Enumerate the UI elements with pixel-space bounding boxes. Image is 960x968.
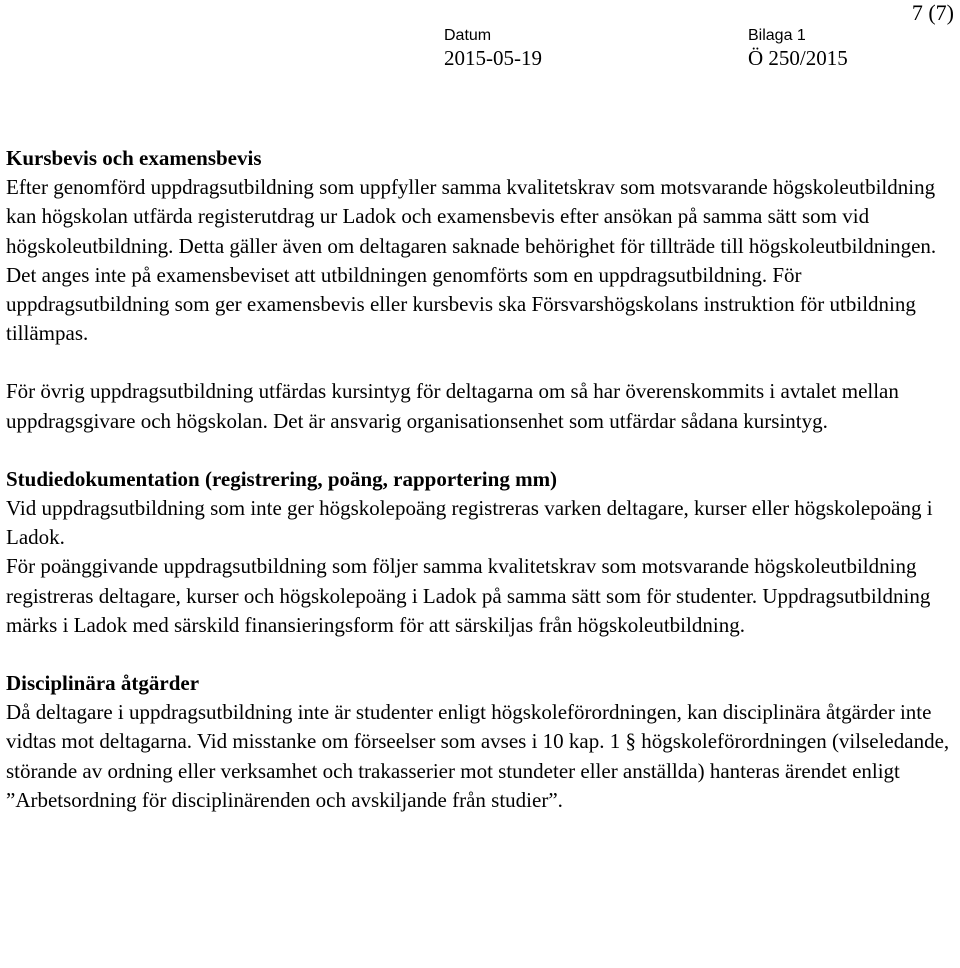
section-disciplinara — [6, 669, 954, 815]
section-studiedokumentation — [6, 465, 954, 640]
paragraph: För poänggivande uppdragsutbildning som följer samma kvalitetskrav som motsvarande högskoleutbildning registreras deltagare, kurser och högskolepoäng i Ladok på samma sätt som för studenter. Uppdragsutbildning märks i Ladok med särskild finansieringsform för att särskiljas från högskoleutbildning. — [6, 554, 931, 637]
header-date — [444, 26, 542, 70]
document-body — [6, 144, 954, 815]
section-kursbevis — [6, 144, 954, 436]
date-value: 2015-05-19 — [444, 46, 542, 70]
paragraph: För övrig uppdragsutbildning utfärdas kursintyg för deltagarna om så har överenskommits i avtalet mellan uppdragsgivare och högskolan. Det är ansvarig organisationsenhet som utfärdar sådana kursintyg. — [6, 379, 899, 433]
section-heading: Disciplinära åtgärder — [6, 671, 200, 696]
page-number: 7 (7) — [911, 0, 954, 25]
paragraph: Vid uppdragsutbildning som inte ger högskolepoäng registreras varken deltagare, kurser eller högskolepoäng i Ladok. — [6, 496, 933, 550]
date-label: Datum — [444, 27, 492, 44]
spacer — [6, 436, 954, 465]
spacer — [6, 348, 954, 377]
reference-value: Ö 250/2015 — [748, 46, 848, 70]
spacer — [6, 640, 954, 669]
paragraph: Då deltagare i uppdragsutbildning inte är studenter enligt högskoleförordningen, kan disciplinära åtgärder inte vidtas mot deltagarna. Vid misstanke om förseelser som avses i 10 kap. 1 § högskoleförordningen (vilseledande, störande av ordning eller verksamhet och trakasserier mot stundeter eller anställda) hanteras ärendet enligt ”Arbetsordning för disciplinärenden och avskiljande från studier”. — [6, 700, 950, 812]
header-reference — [748, 26, 848, 70]
paragraph: Efter genomförd uppdragsutbildning som uppfyller samma kvalitetskrav som motsvarande högskoleutbildning kan högskolan utfärda registerutdrag ur Ladok och examensbevis efter ansökan på samma sätt som vid högskoleutbildning. Detta gäller även om deltagaren saknade behörighet för tillträde till högskoleutbildningen. Det anges inte på examensbeviset att utbildningen genomförts som en uppdragsutbildning. För uppdragsutbildning som ger examensbevis eller kursbevis ska Försvarshögskolans instruktion för utbildning tillämpas. — [6, 175, 937, 346]
section-heading: Kursbevis och examensbevis — [6, 146, 262, 170]
section-heading: Studiedokumentation (registrering, poäng, rapportering mm) — [6, 466, 558, 491]
reference-label: Bilaga 1 — [748, 27, 806, 44]
